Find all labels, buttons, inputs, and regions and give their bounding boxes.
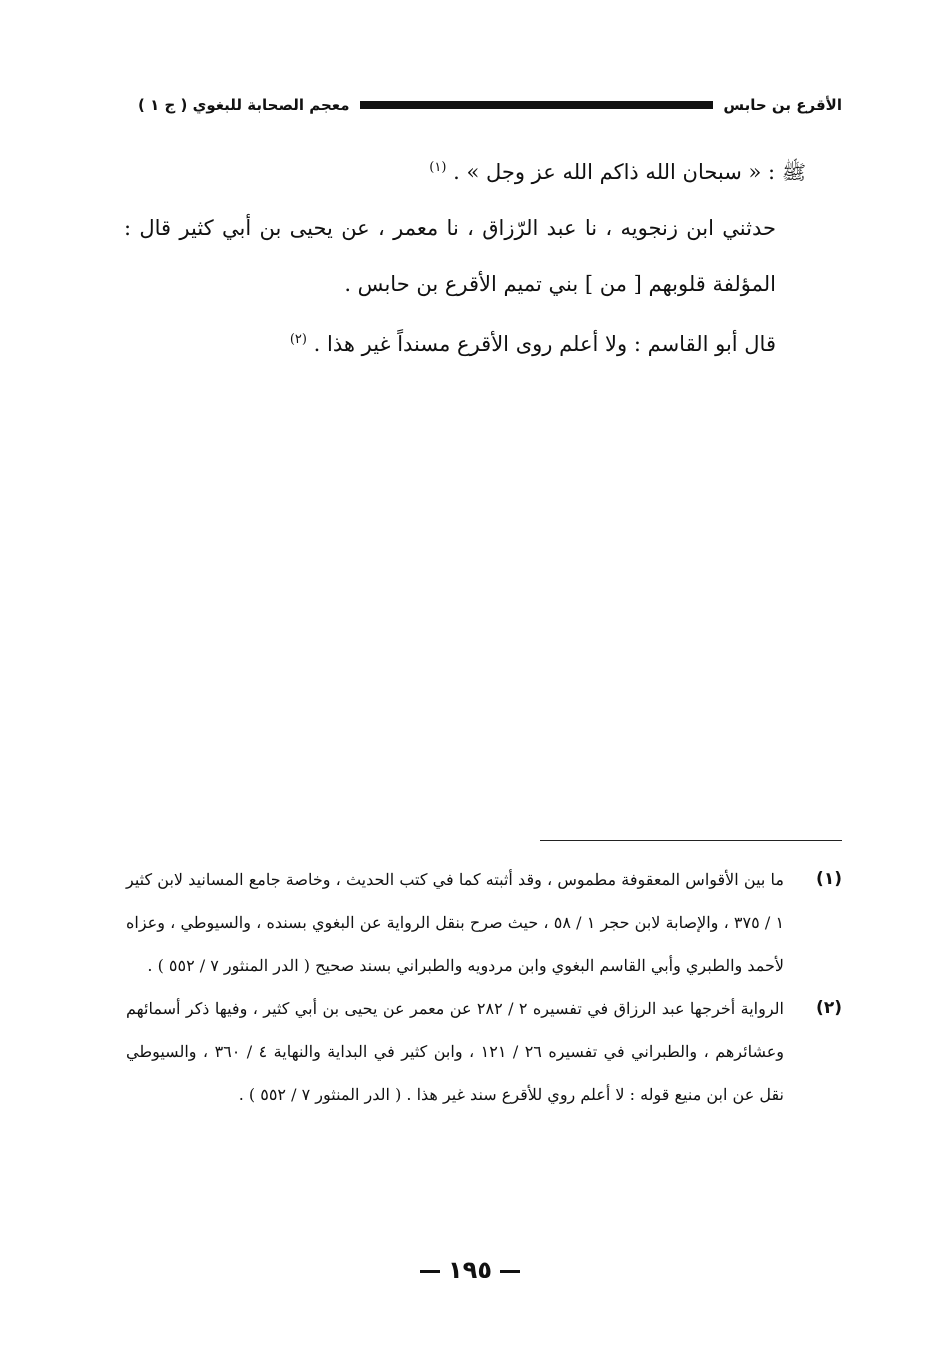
honorific-glyph: ﷺ bbox=[781, 160, 806, 184]
running-header bbox=[138, 88, 842, 122]
footnote-2 bbox=[126, 987, 842, 1116]
header-section-title: الأقرع بن حابس bbox=[723, 96, 842, 114]
footnote-text: الرواية أخرجها عبد الرزاق في تفسيره ٢ / ٢٨٢ عن معمر عن يحيى بن أبي كثير ، وفيها ذكر أسمائهم وعشائرهم ، والطبراني في تفسيره ٢٦ / ١٢١ ، وابن كثير في البداية والنهاية ٤ / ٣٦٠ ، والسيوطي نقل عن ابن منيع قوله : لا أعلم روي للأقرع سند غير هذا . ( الدر المنثور ٧ / ٥٥٢ ) . bbox=[126, 999, 785, 1104]
footnote-number: (١) bbox=[816, 869, 842, 889]
main-text bbox=[124, 140, 806, 372]
footnote-ref-2[interactable]: (٢) bbox=[289, 332, 307, 347]
header-book-title: معجم الصحابة للبغوي ( ج ١ ) bbox=[138, 96, 350, 114]
folio-dash-left bbox=[420, 1270, 440, 1273]
paragraph-remark bbox=[124, 312, 806, 372]
paragraph-hadith-chain: حدثني ابن زنجويه ، نا عبد الرّزاق ، نا معمر ، عن يحيى بن أبي كثير قال : المؤلفة قلوبهم [ من ] بني تميم الأقرع بن حابس . bbox=[124, 216, 776, 296]
footnote-number: (٢) bbox=[816, 998, 842, 1018]
quote-text: : « سبحان الله ذاكم الله عز وجل » . bbox=[453, 160, 776, 184]
footnote-ref-1[interactable]: (١) bbox=[429, 160, 447, 175]
footnote-1 bbox=[126, 858, 842, 987]
remark-text: قال أبو القاسم : ولا أعلم روى الأقرع مسنداً غير هذا . bbox=[313, 332, 776, 356]
page-number bbox=[0, 1256, 940, 1284]
header-rule bbox=[360, 101, 714, 109]
footnote-separator bbox=[540, 840, 842, 841]
text-line-1 bbox=[124, 140, 806, 200]
footnotes bbox=[126, 858, 842, 1116]
folio-dash-right bbox=[500, 1270, 520, 1273]
footnote-text: ما بين الأقواس المعقوفة مطموس ، وقد أثبته كما في كتب الحديث ، وخاصة جامع المسانيد لابن كثير ١ / ٣٧٥ ، والإصابة لابن حجر ١ / ٥٨ ، حيث صرح بنقل الرواية عن البغوي بسنده ، والسيوطي ، وعزاه لأحمد والطبري وأبي القاسم البغوي وابن مردويه والطبراني بسند صحيح ( الدر المنثور ٧ / ٥٥٢ ) . bbox=[126, 870, 785, 975]
page-number-value: ١٩٥ bbox=[448, 1256, 492, 1284]
